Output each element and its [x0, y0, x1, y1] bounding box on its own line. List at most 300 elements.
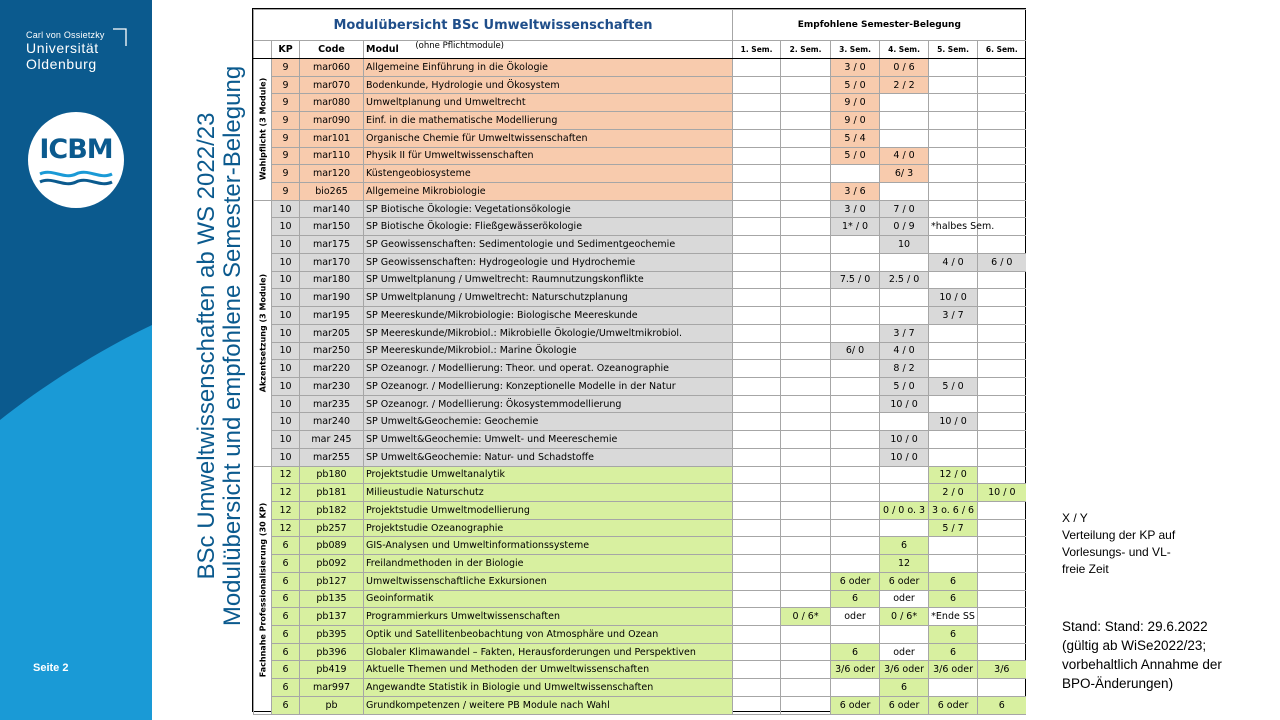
- table-row: [254, 537, 1026, 555]
- code-cell: mar255: [300, 448, 364, 466]
- code-cell: mar080: [300, 94, 364, 112]
- code-cell: mar250: [300, 342, 364, 360]
- module-cell: Projektstudie Umweltanalytik: [364, 466, 733, 484]
- semester-2-cell: [781, 59, 831, 77]
- icbm-logo-text: ICBM: [39, 134, 113, 165]
- semester-5-cell: [929, 342, 978, 360]
- table-row: [254, 448, 1026, 466]
- semester-3-cell: 3/6 oder: [831, 661, 880, 679]
- code-cell: pb127: [300, 572, 364, 590]
- code-cell: mar070: [300, 76, 364, 94]
- module-cell: SP Umwelt&Geochemie: Geochemie: [364, 413, 733, 431]
- semester-4-cell: [880, 112, 929, 130]
- semester-6-cell: [978, 183, 1026, 201]
- status-note: [1062, 617, 1250, 693]
- semester-3-cell: 5 / 4: [831, 129, 880, 147]
- code-cell: mar175: [300, 236, 364, 254]
- semester-6-cell: [978, 537, 1026, 555]
- semester-2-cell: [781, 129, 831, 147]
- table-row: [254, 377, 1026, 395]
- semester-5-cell: [929, 324, 978, 342]
- semester-2-cell: [781, 112, 831, 130]
- semester-1-cell: [733, 501, 781, 519]
- header-modul: [364, 41, 733, 59]
- semester-6-cell: [978, 236, 1026, 254]
- semester-6-cell: [978, 271, 1026, 289]
- header-note: (ohne Pflichtmodule): [415, 41, 504, 51]
- semester-4-cell: [880, 413, 929, 431]
- module-cell: Physik II für Umweltwissenschaften: [364, 147, 733, 165]
- code-cell: mar060: [300, 59, 364, 77]
- semester-4-cell: [880, 253, 929, 271]
- semester-5-cell: *halbes Sem.: [929, 218, 978, 236]
- group-label: Wahlpflicht (3 Module): [258, 78, 267, 181]
- table-row: [254, 395, 1026, 413]
- code-cell: mar220: [300, 360, 364, 378]
- semester-6-cell: 6: [978, 696, 1026, 714]
- semester-1-cell: [733, 555, 781, 573]
- semester-5-cell: [929, 59, 978, 77]
- kp-cell: 9: [272, 183, 300, 201]
- kp-cell: 10: [272, 236, 300, 254]
- module-table: [253, 9, 1026, 715]
- kp-cell: 6: [272, 555, 300, 573]
- semester-1-cell: [733, 94, 781, 112]
- semester-5-cell: 12 / 0: [929, 466, 978, 484]
- module-cell: Freilandmethoden in der Biologie: [364, 555, 733, 573]
- semester-3-cell: [831, 413, 880, 431]
- header-semester-1: 1. Sem.: [733, 41, 781, 59]
- semester-4-cell: 7 / 0: [880, 200, 929, 218]
- semester-4-cell: [880, 484, 929, 502]
- semester-2-cell: [781, 165, 831, 183]
- semester-6-cell: [978, 112, 1026, 130]
- kp-cell: 6: [272, 661, 300, 679]
- semester-1-cell: [733, 112, 781, 130]
- module-cell: Einf. in die mathematische Modellierung: [364, 112, 733, 130]
- table-row: [254, 643, 1026, 661]
- table-row: [254, 76, 1026, 94]
- slide-title: [194, 6, 254, 686]
- kp-cell: 12: [272, 466, 300, 484]
- group-label: Akzentsetzung (3 Module): [258, 273, 267, 393]
- semester-5-cell: 3/6 oder: [929, 661, 978, 679]
- semester-4-cell: 6: [880, 679, 929, 697]
- semester-6-cell: [978, 377, 1026, 395]
- module-cell: Aktuelle Themen und Methoden der Umweltwissenschaften: [364, 661, 733, 679]
- semester-1-cell: [733, 218, 781, 236]
- semester-2-cell: [781, 200, 831, 218]
- table-row: [254, 679, 1026, 697]
- semester-6-cell: [978, 431, 1026, 449]
- table-row: [254, 501, 1026, 519]
- semester-3-cell: [831, 253, 880, 271]
- semester-2-cell: [781, 218, 831, 236]
- semester-2-cell: [781, 271, 831, 289]
- code-cell: mar150: [300, 218, 364, 236]
- code-cell: mar120: [300, 165, 364, 183]
- header-semester-4: 4. Sem.: [880, 41, 929, 59]
- status-line: vorbehaltlich Annahme der: [1062, 657, 1222, 672]
- kp-cell: 12: [272, 484, 300, 502]
- code-cell: mar230: [300, 377, 364, 395]
- kp-cell: 10: [272, 253, 300, 271]
- semester-6-cell: [978, 448, 1026, 466]
- semester-1-cell: [733, 448, 781, 466]
- semester-3-cell: [831, 555, 880, 573]
- semester-2-cell: 0 / 6*: [781, 608, 831, 626]
- table-row: [254, 661, 1026, 679]
- semester-6-cell: [978, 360, 1026, 378]
- semester-5-cell: [929, 94, 978, 112]
- semester-1-cell: [733, 590, 781, 608]
- code-cell: mar090: [300, 112, 364, 130]
- module-cell: SP Ozeanogr. / Modellierung: Konzeptionelle Modelle in der Natur: [364, 377, 733, 395]
- semester-3-cell: 6 oder: [831, 572, 880, 590]
- wave-icon: [40, 168, 112, 190]
- module-cell: Organische Chemie für Umweltwissenschaften: [364, 129, 733, 147]
- legend-line: X / Y: [1062, 511, 1088, 525]
- semester-6-cell: [978, 289, 1026, 307]
- code-cell: pb089: [300, 537, 364, 555]
- semester-1-cell: [733, 129, 781, 147]
- semester-4-cell: 10: [880, 236, 929, 254]
- kp-cell: 10: [272, 413, 300, 431]
- module-cell: SP Umwelt&Geochemie: Natur- und Schadstoffe: [364, 448, 733, 466]
- module-cell: Milieustudie Naturschutz: [364, 484, 733, 502]
- header-spacer: [254, 41, 272, 59]
- semester-1-cell: [733, 253, 781, 271]
- code-cell: mar235: [300, 395, 364, 413]
- kp-cell: 6: [272, 590, 300, 608]
- semester-2-cell: [781, 253, 831, 271]
- semester-1-cell: [733, 76, 781, 94]
- semester-4-cell: 0 / 6*: [880, 608, 929, 626]
- semester-1-cell: [733, 360, 781, 378]
- semester-1-cell: [733, 572, 781, 590]
- kp-cell: 10: [272, 324, 300, 342]
- semester-2-cell: [781, 555, 831, 573]
- code-cell: pb: [300, 696, 364, 714]
- kp-cell: 9: [272, 165, 300, 183]
- group-label-cell: [254, 59, 272, 201]
- table-row: [254, 519, 1026, 537]
- semester-4-cell: [880, 519, 929, 537]
- code-cell: mar997: [300, 679, 364, 697]
- module-cell: Programmierkurs Umweltwissenschaften: [364, 608, 733, 626]
- semester-5-cell: [929, 236, 978, 254]
- semester-5-cell: [929, 76, 978, 94]
- semester-5-cell: 10 / 0: [929, 289, 978, 307]
- code-cell: mar110: [300, 147, 364, 165]
- semester-3-cell: 9 / 0: [831, 112, 880, 130]
- kp-cell: 6: [272, 572, 300, 590]
- kp-cell: 6: [272, 696, 300, 714]
- semester-4-cell: 6 oder: [880, 696, 929, 714]
- semester-6-cell: [978, 466, 1026, 484]
- module-cell: SP Umweltplanung / Umweltrecht: Naturschutzplanung: [364, 289, 733, 307]
- semester-2-cell: [781, 448, 831, 466]
- semester-3-cell: 3 / 0: [831, 200, 880, 218]
- semester-5-cell: 5 / 7: [929, 519, 978, 537]
- module-cell: Geoinformatik: [364, 590, 733, 608]
- module-cell: SP Biotische Ökologie: Fließgewässerökologie: [364, 218, 733, 236]
- code-cell: pb396: [300, 643, 364, 661]
- semester-6-cell: [978, 147, 1026, 165]
- legend-line: Verteilung der KP auf: [1062, 528, 1176, 542]
- group-label: Fachnahe Professionalisierung (30 KP): [258, 502, 267, 678]
- header-semester-5: 5. Sem.: [929, 41, 978, 59]
- logo-corner-mark: [112, 28, 128, 48]
- semester-1-cell: [733, 626, 781, 644]
- semester-6-cell: 6 / 0: [978, 253, 1026, 271]
- table-row: [254, 696, 1026, 714]
- semester-4-cell: 12: [880, 555, 929, 573]
- semester-2-cell: [781, 413, 831, 431]
- semester-1-cell: [733, 183, 781, 201]
- semester-6-cell: [978, 590, 1026, 608]
- semester-2-cell: [781, 94, 831, 112]
- table-row: [254, 271, 1026, 289]
- semester-4-cell: 6/ 3: [880, 165, 929, 183]
- semester-1-cell: [733, 200, 781, 218]
- module-cell: SP Meereskunde/Mikrobiol.: Mikrobielle Ökologie/Umweltmikrobiol.: [364, 324, 733, 342]
- table-row: [254, 307, 1026, 325]
- module-cell: Projektstudie Ozeanographie: [364, 519, 733, 537]
- module-cell: Grundkompetenzen / weitere PB Module nach Wahl: [364, 696, 733, 714]
- semester-2-cell: [781, 395, 831, 413]
- semester-1-cell: [733, 165, 781, 183]
- semester-1-cell: [733, 413, 781, 431]
- header-code: Code: [300, 41, 364, 59]
- kp-cell: 10: [272, 431, 300, 449]
- code-cell: mar170: [300, 253, 364, 271]
- table-header-row: [254, 41, 1026, 59]
- legend-line: freie Zeit: [1062, 562, 1109, 576]
- semester-6-cell: [978, 129, 1026, 147]
- code-cell: pb137: [300, 608, 364, 626]
- semester-1-cell: [733, 377, 781, 395]
- code-cell: bio265: [300, 183, 364, 201]
- module-cell: SP Biotische Ökologie: Vegetationsökologie: [364, 200, 733, 218]
- module-cell: SP Umwelt&Geochemie: Umwelt- und Meereschemie: [364, 431, 733, 449]
- semester-4-cell: 3/6 oder: [880, 661, 929, 679]
- semester-3-cell: [831, 165, 880, 183]
- table-row: [254, 590, 1026, 608]
- semester-1-cell: [733, 307, 781, 325]
- semester-5-cell: [929, 129, 978, 147]
- semester-4-cell: 10 / 0: [880, 395, 929, 413]
- semester-3-cell: [831, 484, 880, 502]
- semester-5-cell: [929, 271, 978, 289]
- table-row: [254, 253, 1026, 271]
- kp-cell: 10: [272, 271, 300, 289]
- module-cell: SP Ozeanogr. / Modellierung: Theor. und operat. Ozeanographie: [364, 360, 733, 378]
- semester-3-cell: [831, 679, 880, 697]
- semester-4-cell: 0 / 6: [880, 59, 929, 77]
- semester-5-cell: *Ende SS: [929, 608, 978, 626]
- semester-5-cell: 6: [929, 590, 978, 608]
- semester-6-cell: [978, 519, 1026, 537]
- university-name-line: Universität: [26, 40, 99, 56]
- wave-decoration: [0, 0, 152, 720]
- table-row: [254, 183, 1026, 201]
- semester-3-cell: [831, 501, 880, 519]
- legend-note: [1062, 510, 1212, 578]
- semester-2-cell: [781, 360, 831, 378]
- module-table-frame: [252, 8, 1026, 712]
- semester-4-cell: 3 / 7: [880, 324, 929, 342]
- module-cell: Projektstudie Umweltmodellierung: [364, 501, 733, 519]
- code-cell: mar240: [300, 413, 364, 431]
- semester-2-cell: [781, 342, 831, 360]
- kp-cell: 10: [272, 200, 300, 218]
- slide-title-line: Modulübersicht und empfohlene Semester-Belegung: [219, 65, 246, 627]
- kp-cell: 10: [272, 395, 300, 413]
- code-cell: mar180: [300, 271, 364, 289]
- kp-cell: 10: [272, 377, 300, 395]
- semester-5-cell: [929, 183, 978, 201]
- semester-4-cell: [880, 307, 929, 325]
- semester-2-cell: [781, 431, 831, 449]
- semester-5-cell: [929, 147, 978, 165]
- semester-1-cell: [733, 395, 781, 413]
- semester-5-cell: 3 o. 6 / 6: [929, 501, 978, 519]
- table-row: [254, 129, 1026, 147]
- semester-6-cell: [978, 342, 1026, 360]
- semester-title: Empfohlene Semester-Belegung: [733, 10, 1026, 41]
- semester-4-cell: [880, 626, 929, 644]
- semester-5-cell: 6: [929, 572, 978, 590]
- kp-cell: 9: [272, 94, 300, 112]
- module-cell: Allgemeine Einführung in die Ökologie: [364, 59, 733, 77]
- code-cell: pb180: [300, 466, 364, 484]
- module-cell: Bodenkunde, Hydrologie und Ökosystem: [364, 76, 733, 94]
- module-cell: SP Ozeanogr. / Modellierung: Ökosystemmodellierung: [364, 395, 733, 413]
- semester-1-cell: [733, 696, 781, 714]
- module-cell: GIS-Analysen und Umweltinformationssysteme: [364, 537, 733, 555]
- module-cell: Optik und Satellitenbeobachtung von Atmosphäre und Ozean: [364, 626, 733, 644]
- semester-4-cell: 2 / 2: [880, 76, 929, 94]
- semester-6-cell: [978, 572, 1026, 590]
- semester-2-cell: [781, 501, 831, 519]
- group-label-cell: [254, 466, 272, 714]
- semester-2-cell: [781, 76, 831, 94]
- kp-cell: 9: [272, 59, 300, 77]
- table-row: [254, 147, 1026, 165]
- semester-6-cell: [978, 307, 1026, 325]
- semester-5-cell: 2 / 0: [929, 484, 978, 502]
- semester-1-cell: [733, 466, 781, 484]
- semester-3-cell: 7.5 / 0: [831, 271, 880, 289]
- semester-4-cell: oder: [880, 590, 929, 608]
- page-number: Seite 2: [33, 662, 69, 674]
- semester-4-cell: 10 / 0: [880, 431, 929, 449]
- semester-1-cell: [733, 147, 781, 165]
- table-row: [254, 572, 1026, 590]
- semester-3-cell: 3 / 6: [831, 183, 880, 201]
- semester-6-cell: [978, 643, 1026, 661]
- header-semester-3: 3. Sem.: [831, 41, 880, 59]
- semester-6-cell: [978, 76, 1026, 94]
- semester-3-cell: 6: [831, 643, 880, 661]
- semester-5-cell: 10 / 0: [929, 413, 978, 431]
- status-line: (gültig ab WiSe2022/23;: [1062, 638, 1207, 653]
- semester-6-cell: [978, 165, 1026, 183]
- semester-5-cell: [929, 555, 978, 573]
- semester-2-cell: [781, 377, 831, 395]
- semester-1-cell: [733, 342, 781, 360]
- semester-3-cell: [831, 537, 880, 555]
- table-row: [254, 626, 1026, 644]
- semester-1-cell: [733, 431, 781, 449]
- semester-3-cell: [831, 466, 880, 484]
- module-cell: Angewandte Statistik in Biologie und Umweltwissenschaften: [364, 679, 733, 697]
- code-cell: pb257: [300, 519, 364, 537]
- semester-2-cell: [781, 307, 831, 325]
- semester-4-cell: 0 / 9: [880, 218, 929, 236]
- table-title-row: [254, 10, 1026, 41]
- code-cell: pb181: [300, 484, 364, 502]
- table-row: [254, 413, 1026, 431]
- table-row: [254, 200, 1026, 218]
- semester-3-cell: 1* / 0: [831, 218, 880, 236]
- semester-1-cell: [733, 236, 781, 254]
- table-row: [254, 218, 1026, 236]
- kp-cell: 6: [272, 537, 300, 555]
- semester-6-cell: [978, 555, 1026, 573]
- table-row: [254, 94, 1026, 112]
- semester-5-cell: [929, 360, 978, 378]
- table-row: [254, 59, 1026, 77]
- code-cell: pb395: [300, 626, 364, 644]
- semester-5-cell: [929, 537, 978, 555]
- semester-3-cell: 6: [831, 590, 880, 608]
- semester-4-cell: 0 / 0 o. 3: [880, 501, 929, 519]
- semester-4-cell: [880, 129, 929, 147]
- semester-2-cell: [781, 643, 831, 661]
- code-cell: pb182: [300, 501, 364, 519]
- slide-title-line: BSc Umweltwissenschaften ab WS 2022/23: [193, 112, 220, 580]
- semester-4-cell: [880, 94, 929, 112]
- semester-4-cell: 2.5 / 0: [880, 271, 929, 289]
- module-cell: Umweltplanung und Umweltrecht: [364, 94, 733, 112]
- code-cell: mar205: [300, 324, 364, 342]
- semester-5-cell: 3 / 7: [929, 307, 978, 325]
- semester-6-cell: [978, 501, 1026, 519]
- semester-5-cell: [929, 395, 978, 413]
- semester-2-cell: [781, 289, 831, 307]
- table-row: [254, 484, 1026, 502]
- header-semester-6: 6. Sem.: [978, 41, 1026, 59]
- code-cell: pb092: [300, 555, 364, 573]
- semester-3-cell: [831, 377, 880, 395]
- semester-2-cell: [781, 537, 831, 555]
- table-row: [254, 555, 1026, 573]
- semester-2-cell: [781, 324, 831, 342]
- semester-1-cell: [733, 537, 781, 555]
- kp-cell: 10: [272, 342, 300, 360]
- icbm-logo: [28, 112, 124, 208]
- semester-3-cell: [831, 395, 880, 413]
- module-cell: Allgemeine Mikrobiologie: [364, 183, 733, 201]
- semester-6-cell: [978, 59, 1026, 77]
- group-label-cell: [254, 200, 272, 466]
- module-cell: SP Meereskunde/Mikrobiol.: Marine Ökologie: [364, 342, 733, 360]
- table-row: [254, 466, 1026, 484]
- semester-4-cell: 5 / 0: [880, 377, 929, 395]
- semester-3-cell: 9 / 0: [831, 94, 880, 112]
